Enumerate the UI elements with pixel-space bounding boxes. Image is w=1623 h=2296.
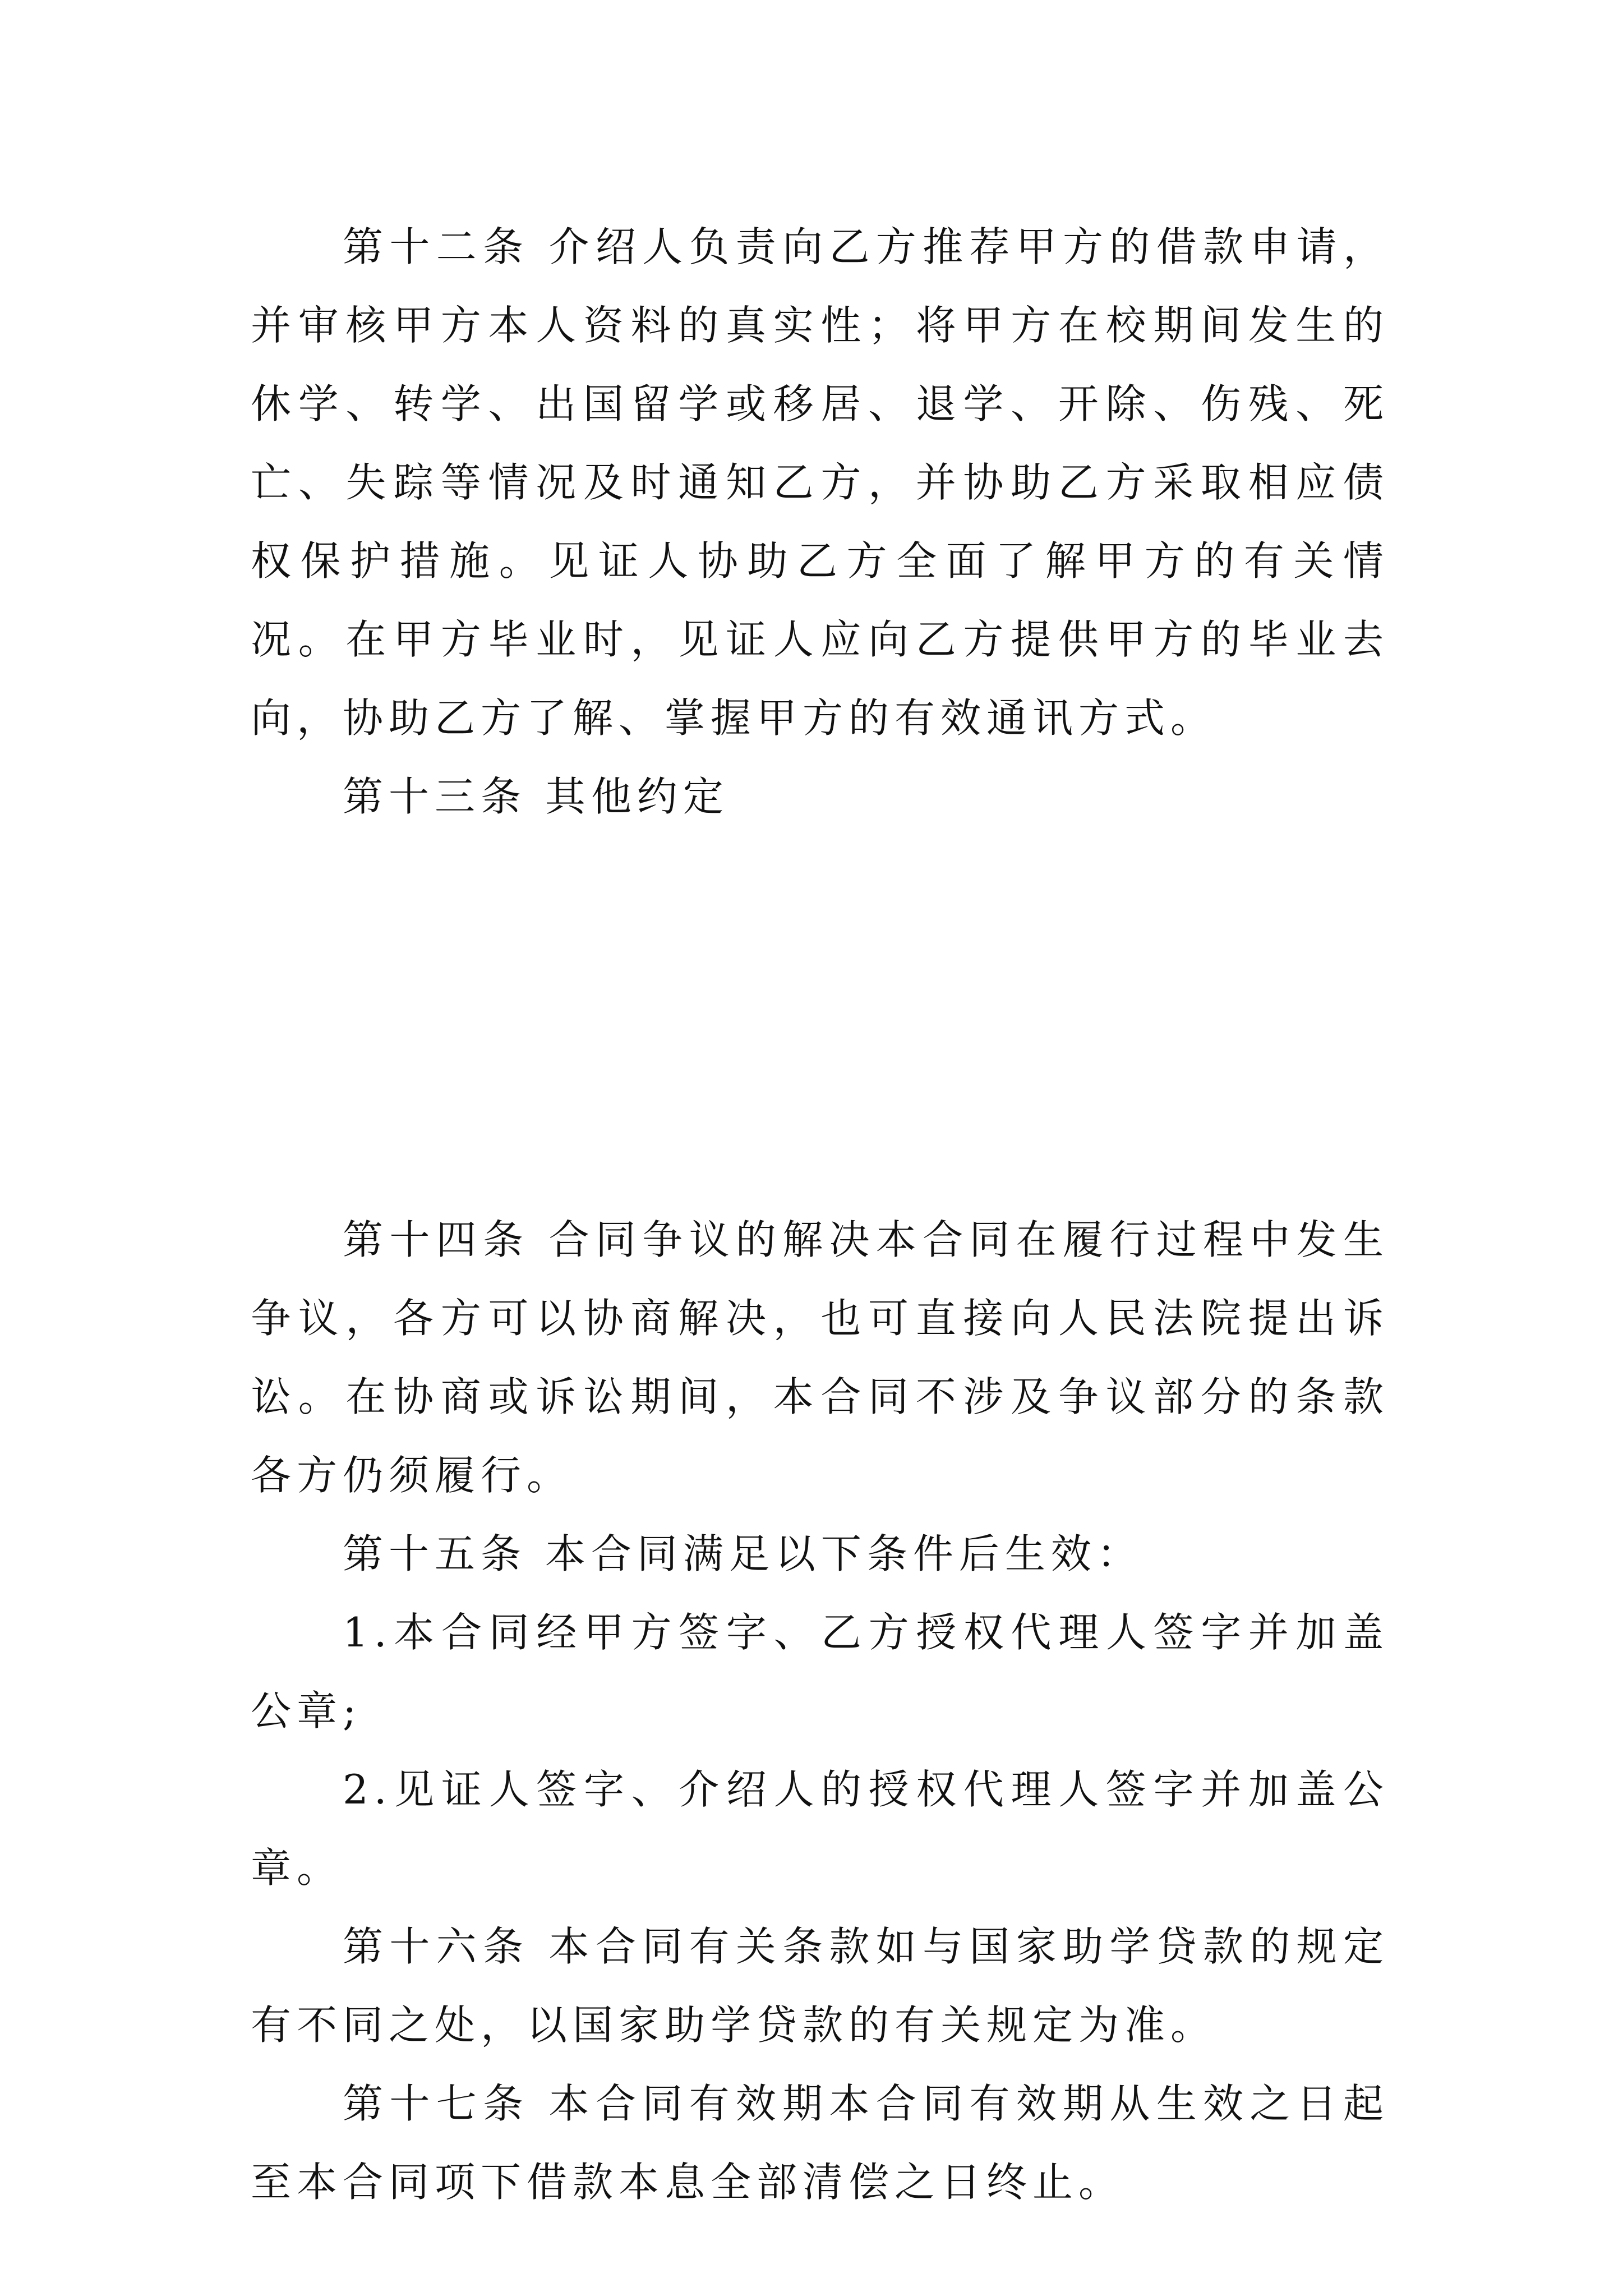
article-15: 第十五条 本合同满足以下条件后生效： [343,1530,1143,1577]
article-15-condition-2: 2.见证人签字、介绍人的授权代理人签字并加盖公章。 [251,1766,1389,1892]
article-13: 第十三条 其他约定 [343,773,729,820]
article-12: 第十二条 介绍人负责向乙方推荐甲方的借款申请，并审核甲方本人资料的真实性；将甲方在校期间发生的休学、转学、出国留学或移居、退学、开除、伤残、死亡、失踪等情况及时通知乙方，并协助乙方采取相应债权保护措施。见证人协助乙方全面了解甲方的有关情况。在甲方毕业时，见证人应向乙方提供甲方的毕业去向，协助乙方了解、掌握甲方的有效通讯方式。 [251,223,1389,742]
article-17: 第十七条 本合同有效期本合同有效期从生效之日起至本合同项下借款本息全部清偿之日终止。 [251,2080,1389,2206]
article-16: 第十六条 本合同有关条款如与国家助学贷款的规定有不同之处，以国家助学贷款的有关规定为准。 [251,1923,1389,2049]
contract-section-upper [251,208,1389,836]
contract-section-lower [251,1200,1389,2221]
article-15-condition-1: 1.本合同经甲方签字、乙方授权代理人签字并加盖公章; [251,1609,1389,1734]
article-14: 第十四条 合同争议的解决本合同在履行过程中发生争议，各方可以协商解决，也可直接向人民法院提出诉讼。在协商或诉讼期间，本合同不涉及争议部分的条款各方仍须履行。 [251,1216,1389,1499]
